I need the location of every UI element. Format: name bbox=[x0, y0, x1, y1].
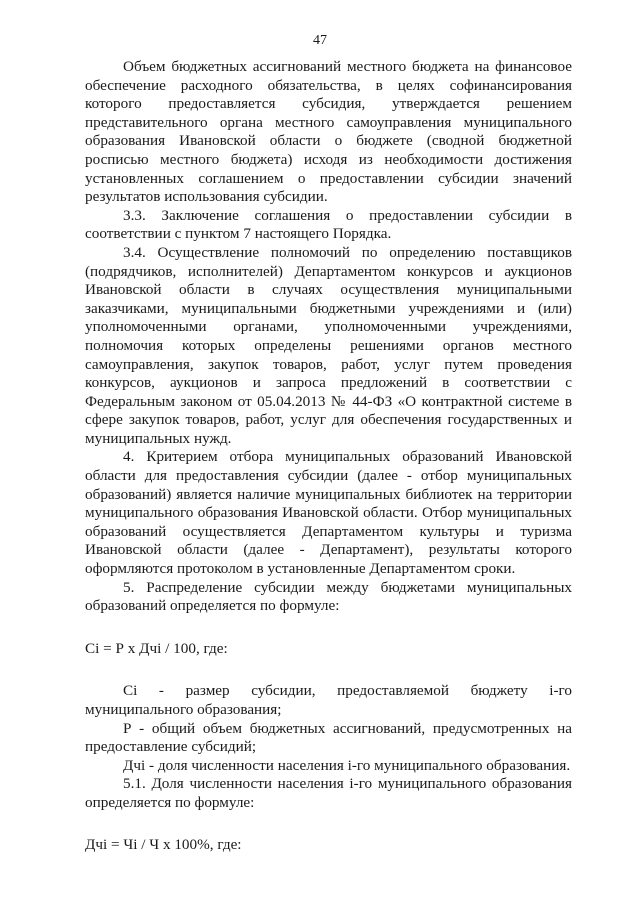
definition-dchi: Дчi - доля численности населения i-го муниципального образования. bbox=[123, 756, 571, 774]
paragraph-4: 4. Критерием отбора муниципальных образований Ивановской области для предоставления субсидии (далее - отбор муниципальных образований) является наличие муниципальных библиотек на территории муниципального образования Ивановской области. Отбор муниципальных образований осуществляется Департаментом культуры и туризма Ивановской области (далее - Департамент), результаты которого оформляются протоколом в установленные Департаментом сроки. bbox=[85, 448, 572, 578]
document-body bbox=[85, 58, 572, 854]
paragraph-3-3: 3.3. Заключение соглашения о предоставлении субсидии в соответствии с пунктом 7 настоящего Порядка. bbox=[85, 206, 572, 243]
definition-p: Р - общий объем бюджетных ассигнований, предусмотренных на предоставление субсидий; bbox=[85, 719, 572, 756]
formula-population-share: Дчi = Чi / Ч х 100%, где: bbox=[85, 835, 242, 853]
paragraph-5: 5. Распределение субсидии между бюджетами муниципальных образований определяется по формуле: bbox=[85, 578, 572, 615]
formula-subsidy: Ci = Р х Дчi / 100, где: bbox=[85, 639, 228, 657]
paragraph-3-4: 3.4. Осуществление полномочий по определению поставщиков (подрядчиков, исполнителей) Департаментом конкурсов и аукционов Ивановской области в случаях осуществления муниципальными заказчиками, муниципальными бюджетными учреждениями и (или) уполномоченными органами, уполномоченными учреждениями, полномочия которых определены решениями органов местного самоуправления, закупок товаров, работ, услуг путем проведения конкурсов, аукционов и запроса предложений в соответствии с Федеральным законом от 05.04.2013 № 44-ФЗ «О контрактной системе в сфере закупок товаров, работ, услуг для обеспечения государственных и муниципальных нужд. bbox=[85, 243, 572, 447]
definition-ci: Ci - размер субсидии, предоставляемой бюджету i-го муниципального образования; bbox=[85, 682, 572, 718]
paragraph-budget-allocation: Объем бюджетных ассигнований местного бюджета на финансовое обеспечение расходного обязательства, в целях софинансирования которого предоставляется субсидия, утверждается решением представительного органа местного самоуправления муниципального образования Ивановской области о бюджете (сводной бюджетной росписью местного бюджета) исходя из необходимости достижения установленных соглашением о предоставлении субсидии значений результатов использования субсидии. bbox=[85, 58, 572, 206]
paragraph-5-1: 5.1. Доля численности населения i-го муниципального образования определяется по формуле: bbox=[85, 775, 572, 811]
page-number: 47 bbox=[313, 33, 327, 48]
